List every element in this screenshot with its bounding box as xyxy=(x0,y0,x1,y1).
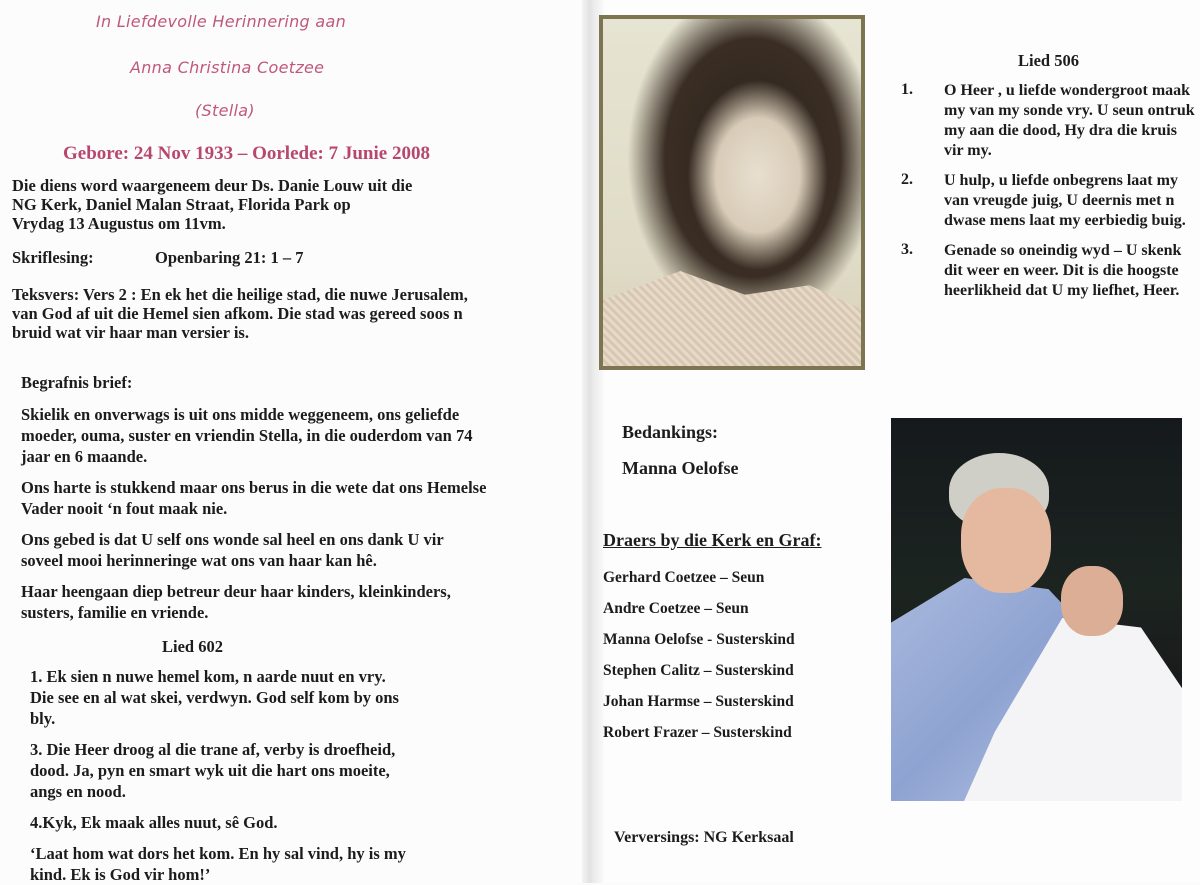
bearers-list xyxy=(603,562,795,748)
life-dates: Gebore: 24 Nov 1933 – Oorlede: 7 Junie 2008 xyxy=(63,143,430,164)
thanks-name: Manna Oelofse xyxy=(622,458,739,478)
letter-line: Ons gebed is dat U self ons wonde sal heel en ons dank U vir xyxy=(21,530,444,549)
hymn-line: angs en nood. xyxy=(30,782,126,801)
bearer-item: Johan Harmse – Susterskind xyxy=(603,693,794,710)
letter-line: soveel mooi herinneringe wat ons van haar kan hê. xyxy=(21,551,377,570)
hymn-506 xyxy=(901,50,1196,301)
hymn-verse xyxy=(901,171,1196,231)
letter-line: moeder, ouma, suster en vriendin Stella, in die ouderdom van 74 xyxy=(21,426,473,445)
letter-paragraph xyxy=(21,581,581,623)
refreshments: Verversings: NG Kerksaal xyxy=(614,829,794,846)
thanks-heading: Bedankings: xyxy=(622,422,719,442)
hymn-line: 1. Ek sien n nuwe hemel kom, n aarde nuut en vry. xyxy=(30,667,386,686)
bearer-item: Gerhard Coetzee – Seun xyxy=(603,569,765,586)
hymn-verse xyxy=(901,241,1196,301)
hymn-line: 4.Kyk, Ek maak alles nuut, sê God. xyxy=(30,813,278,832)
text-verse-line: van God af uit die Hemel sien afkom. Die stad was gereed soos n xyxy=(12,304,463,323)
hymn-line: bly. xyxy=(30,709,56,728)
verse-number: 1. xyxy=(901,81,913,98)
hymn-line: kind. Ek is God vir hom!’ xyxy=(30,865,211,884)
photo-face xyxy=(961,488,1051,593)
portrait-photo xyxy=(599,15,865,370)
hymn-line: ‘Laat hom wat dors het kom. En hy sal vind, hy is my xyxy=(30,844,406,863)
bearer-item: Manna Oelofse - Susterskind xyxy=(603,631,795,648)
verse-number: 3. xyxy=(901,241,913,258)
verse-text: O Heer , u liefde wondergroot maak my van my sonde vry. U seun ontruk my aan die dood, Hy dra die kruis vir my. xyxy=(944,82,1195,159)
reading-label: Skriflesing: xyxy=(12,248,94,267)
letter-line: jaar en 6 maande. xyxy=(21,447,148,466)
letter-line: Ons harte is stukkend maar ons berus in die wete dat ons Hemelse xyxy=(21,478,487,497)
hymn-line: dood. Ja, pyn en smart wyk uit die hart ons moeite, xyxy=(30,761,390,780)
reading-value: Openbaring 21: 1 – 7 xyxy=(155,248,304,267)
letter-line: susters, familie en vriende. xyxy=(21,603,209,622)
text-verse-line: Teksvers: Vers 2 : En ek het die heilige stad, die nuwe Jerusalem, xyxy=(12,285,468,304)
nickname: (Stella) xyxy=(195,101,255,120)
hymn-line: 3. Die Heer droog al die trane af, verby is droefheid, xyxy=(30,740,396,759)
letter-paragraph xyxy=(21,529,581,571)
letter-line: Vader nooit ‘n fout maak nie. xyxy=(21,499,228,518)
letter-body xyxy=(21,404,581,623)
service-line: Die diens word waargeneem deur Ds. Danie Louw uit die xyxy=(12,176,413,195)
text-verse xyxy=(12,285,582,342)
verse-number: 2. xyxy=(901,171,913,188)
title-line-1: In Liefdevolle Herinnering aan xyxy=(96,12,347,31)
photo-baby xyxy=(1061,566,1123,636)
deceased-name: Anna Christina Coetzee xyxy=(130,58,325,77)
hymn-verse xyxy=(30,843,570,885)
letter-paragraph xyxy=(21,477,581,519)
bearer-item: Robert Frazer – Susterskind xyxy=(603,724,792,741)
service-line: Vrydag 13 Augustus om 11vm. xyxy=(12,214,226,233)
service-details xyxy=(12,176,572,233)
hymn-602-verses xyxy=(30,666,570,885)
text-verse-line: bruid wat vir haar man versier is. xyxy=(12,323,249,342)
verse-text: U hulp, u liefde onbegrens laat my van vreugde juig, U deernis met n dwase mens laat my eerbiedig buig. xyxy=(944,172,1186,229)
letter-heading: Begrafnis brief: xyxy=(21,373,133,392)
bearer-item: Andre Coetzee – Seun xyxy=(603,600,749,617)
hymn-verse xyxy=(30,739,570,802)
bearer-item: Stephen Calitz – Susterskind xyxy=(603,662,794,679)
hymn-602-title: Lied 602 xyxy=(162,637,223,656)
service-line: NG Kerk, Daniel Malan Straat, Florida Park op xyxy=(12,195,351,214)
bearers-heading: Draers by die Kerk en Graf: xyxy=(603,530,822,550)
portrait-shirt xyxy=(603,271,861,366)
letter-line: Skielik en onverwags is uit ons midde weggeneem, ons geliefde xyxy=(21,405,460,424)
hymn-verse xyxy=(901,81,1196,161)
hymn-verse xyxy=(30,812,570,833)
hymn-506-title: Lied 506 xyxy=(1018,51,1079,70)
hymn-verse xyxy=(30,666,570,729)
verse-text: Genade so oneindig wyd – U skenk dit weer en weer. Dit is die hoogste heerlikheid dat U my liefhet, Heer. xyxy=(944,242,1182,299)
hymn-line: Die see en al wat skei, verdwyn. God self kom by ons xyxy=(30,688,399,707)
family-photo xyxy=(891,418,1182,801)
letter-line: Haar heengaan diep betreur deur haar kinders, kleinkinders, xyxy=(21,582,451,601)
letter-paragraph xyxy=(21,404,581,467)
